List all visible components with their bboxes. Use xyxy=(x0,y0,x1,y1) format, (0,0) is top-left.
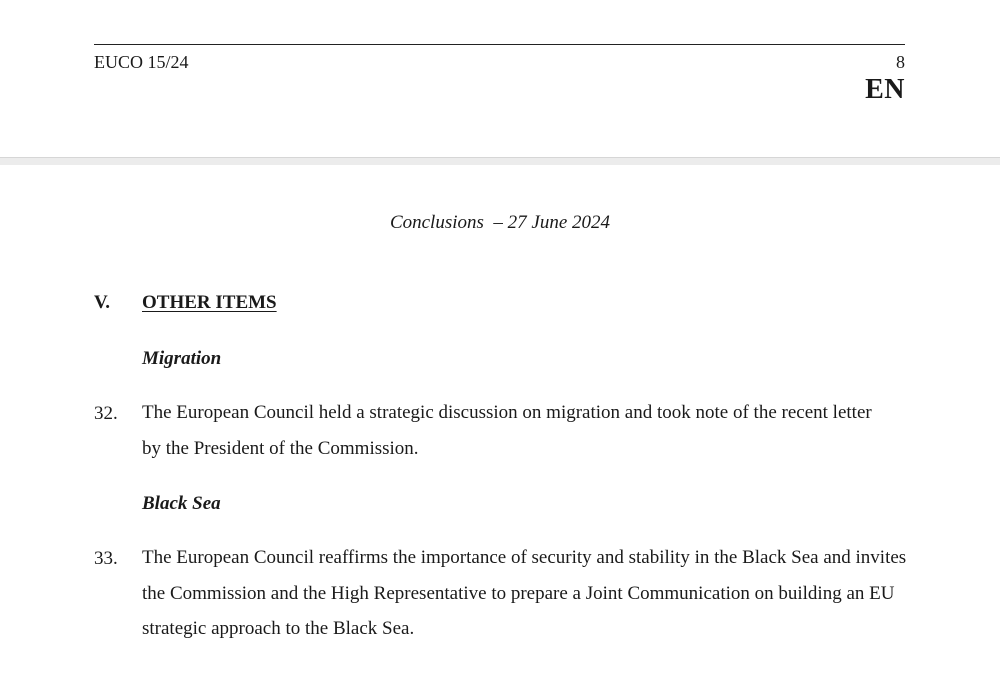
paragraph-text: The European Council reaffirms the importance of security and stability in the Black Sea and invites the Commission and the High Representative to prepare a Joint Communication on building an EU strategic approach to the Black Sea. xyxy=(142,547,907,639)
previous-page-footer xyxy=(0,0,1000,157)
subheading-black-sea: Black Sea xyxy=(142,493,221,514)
page-number: 8 xyxy=(896,52,905,72)
document-reference: EUCO 15/24 xyxy=(94,52,189,72)
section-number: V. xyxy=(94,292,111,313)
paragraph-number: 33. xyxy=(94,548,118,569)
subheading-migration: Migration xyxy=(142,348,222,369)
language-code: EN xyxy=(865,74,905,105)
running-header: Conclusions – 27 June 2024 xyxy=(389,212,611,233)
footer-rule xyxy=(94,44,905,45)
paragraph-text: The European Council held a strategic discussion on migration and took note of the recent letter by the President of the Commission. xyxy=(142,402,872,459)
section-title: OTHER ITEMS xyxy=(142,292,277,313)
paragraph-number: 32. xyxy=(94,403,118,424)
